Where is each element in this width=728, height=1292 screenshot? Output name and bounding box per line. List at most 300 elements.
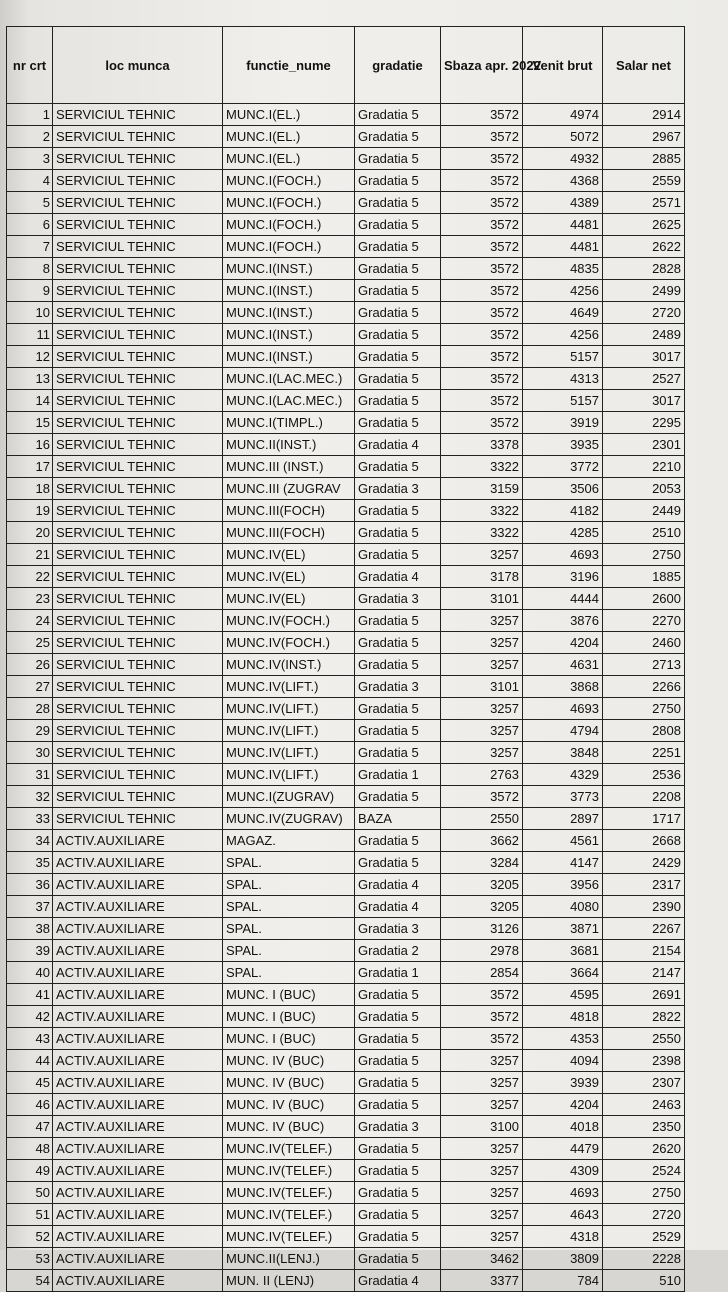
function-name-cell: MUNC.III (INST.)	[223, 456, 355, 478]
gross-income-cell: 5072	[523, 126, 603, 148]
grade-cell: Gradatia 5	[355, 1006, 441, 1028]
base-salary-cell: 3126	[441, 918, 523, 940]
row-number-cell: 27	[7, 676, 53, 698]
function-name-cell: MUNC.I(INST.)	[223, 302, 355, 324]
work-place-cell: SERVICIUL TEHNIC	[53, 456, 223, 478]
net-salary-cell: 2301	[603, 434, 685, 456]
table-row	[7, 1116, 685, 1138]
grade-cell: Gradatia 5	[355, 390, 441, 412]
table-row	[7, 258, 685, 280]
base-salary-cell: 3572	[441, 258, 523, 280]
header-salar-net: Salar net	[603, 27, 685, 104]
grade-cell: Gradatia 5	[355, 632, 441, 654]
base-salary-cell: 3572	[441, 368, 523, 390]
function-name-cell: MUN. II (LENJ)	[223, 1270, 355, 1292]
function-name-cell: MUNC.IV(TELEF.)	[223, 1138, 355, 1160]
net-salary-cell: 2536	[603, 764, 685, 786]
table-row	[7, 368, 685, 390]
row-number-cell: 52	[7, 1226, 53, 1248]
function-name-cell: SPAL.	[223, 896, 355, 918]
table-row	[7, 236, 685, 258]
base-salary-cell: 3257	[441, 654, 523, 676]
grade-cell: Gradatia 5	[355, 1028, 441, 1050]
net-salary-cell: 2267	[603, 918, 685, 940]
grade-cell: Gradatia 5	[355, 324, 441, 346]
gross-income-cell: 4932	[523, 148, 603, 170]
row-number-cell: 47	[7, 1116, 53, 1138]
header-sbaza: Sbaza apr. 2022	[441, 27, 523, 104]
base-salary-cell: 3257	[441, 698, 523, 720]
net-salary-cell: 2449	[603, 500, 685, 522]
table-row	[7, 170, 685, 192]
gross-income-cell: 4256	[523, 324, 603, 346]
base-salary-cell: 3572	[441, 786, 523, 808]
base-salary-cell: 3101	[441, 588, 523, 610]
net-salary-cell: 2720	[603, 302, 685, 324]
gross-income-cell: 4080	[523, 896, 603, 918]
gross-income-cell: 4147	[523, 852, 603, 874]
table-row	[7, 874, 685, 896]
gross-income-cell: 5157	[523, 346, 603, 368]
row-number-cell: 12	[7, 346, 53, 368]
row-number-cell: 23	[7, 588, 53, 610]
work-place-cell: SERVICIUL TEHNIC	[53, 280, 223, 302]
row-number-cell: 29	[7, 720, 53, 742]
work-place-cell: SERVICIUL TEHNIC	[53, 324, 223, 346]
row-number-cell: 40	[7, 962, 53, 984]
row-number-cell: 22	[7, 566, 53, 588]
function-name-cell: MUNC.I(EL.)	[223, 148, 355, 170]
table-row	[7, 1138, 685, 1160]
gross-income-cell: 3871	[523, 918, 603, 940]
table-row	[7, 500, 685, 522]
table-row	[7, 412, 685, 434]
table-row	[7, 192, 685, 214]
row-number-cell: 5	[7, 192, 53, 214]
table-row	[7, 896, 685, 918]
grade-cell: Gradatia 5	[355, 1248, 441, 1270]
base-salary-cell: 3572	[441, 984, 523, 1006]
function-name-cell: MUNC.II(LENJ.)	[223, 1248, 355, 1270]
grade-cell: Gradatia 5	[355, 148, 441, 170]
row-number-cell: 26	[7, 654, 53, 676]
header-row	[7, 27, 685, 104]
row-number-cell: 44	[7, 1050, 53, 1072]
gross-income-cell: 3196	[523, 566, 603, 588]
row-number-cell: 8	[7, 258, 53, 280]
function-name-cell: MUNC.III (ZUGRAV	[223, 478, 355, 500]
table-row	[7, 1006, 685, 1028]
function-name-cell: MUNC.IV(ZUGRAV)	[223, 808, 355, 830]
gross-income-cell: 4479	[523, 1138, 603, 1160]
work-place-cell: ACTIV.AUXILIARE	[53, 1072, 223, 1094]
net-salary-cell: 2524	[603, 1160, 685, 1182]
base-salary-cell: 3572	[441, 280, 523, 302]
gross-income-cell: 4204	[523, 1094, 603, 1116]
function-name-cell: MUNC.IV(LIFT.)	[223, 676, 355, 698]
net-salary-cell: 2527	[603, 368, 685, 390]
base-salary-cell: 3257	[441, 1204, 523, 1226]
header-gradatie: gradatie	[355, 27, 441, 104]
base-salary-cell: 3378	[441, 434, 523, 456]
net-salary-cell: 2317	[603, 874, 685, 896]
row-number-cell: 28	[7, 698, 53, 720]
grade-cell: Gradatia 3	[355, 918, 441, 940]
grade-cell: Gradatia 5	[355, 412, 441, 434]
gross-income-cell: 4481	[523, 214, 603, 236]
function-name-cell: SPAL.	[223, 962, 355, 984]
base-salary-cell: 3662	[441, 830, 523, 852]
grade-cell: Gradatia 5	[355, 104, 441, 126]
row-number-cell: 7	[7, 236, 53, 258]
net-salary-cell: 2914	[603, 104, 685, 126]
table-row	[7, 984, 685, 1006]
function-name-cell: MUNC.I(EL.)	[223, 126, 355, 148]
table-row	[7, 720, 685, 742]
function-name-cell: MUNC.I(LAC.MEC.)	[223, 368, 355, 390]
table-row	[7, 346, 685, 368]
row-number-cell: 9	[7, 280, 53, 302]
grade-cell: Gradatia 5	[355, 654, 441, 676]
net-salary-cell: 2154	[603, 940, 685, 962]
function-name-cell: MUNC. IV (BUC)	[223, 1116, 355, 1138]
base-salary-cell: 3257	[441, 1072, 523, 1094]
function-name-cell: MUNC.II(INST.)	[223, 434, 355, 456]
base-salary-cell: 3257	[441, 544, 523, 566]
function-name-cell: SPAL.	[223, 918, 355, 940]
work-place-cell: ACTIV.AUXILIARE	[53, 1226, 223, 1248]
base-salary-cell: 3178	[441, 566, 523, 588]
function-name-cell: MUNC.I(FOCH.)	[223, 170, 355, 192]
net-salary-cell: 2620	[603, 1138, 685, 1160]
gross-income-cell: 4313	[523, 368, 603, 390]
work-place-cell: SERVICIUL TEHNIC	[53, 302, 223, 324]
table-row	[7, 1160, 685, 1182]
base-salary-cell: 2854	[441, 962, 523, 984]
grade-cell: Gradatia 5	[355, 610, 441, 632]
table-row	[7, 654, 685, 676]
table-row	[7, 1028, 685, 1050]
function-name-cell: MUNC.I(INST.)	[223, 346, 355, 368]
grade-cell: Gradatia 1	[355, 962, 441, 984]
work-place-cell: SERVICIUL TEHNIC	[53, 390, 223, 412]
table-row	[7, 830, 685, 852]
gross-income-cell: 4693	[523, 544, 603, 566]
base-salary-cell: 3205	[441, 874, 523, 896]
work-place-cell: SERVICIUL TEHNIC	[53, 720, 223, 742]
gross-income-cell: 4329	[523, 764, 603, 786]
row-number-cell: 11	[7, 324, 53, 346]
net-salary-cell: 2720	[603, 1204, 685, 1226]
table-row	[7, 940, 685, 962]
net-salary-cell: 2750	[603, 1182, 685, 1204]
net-salary-cell: 2510	[603, 522, 685, 544]
function-name-cell: MUNC.IV(LIFT.)	[223, 720, 355, 742]
grade-cell: Gradatia 4	[355, 896, 441, 918]
net-salary-cell: 2270	[603, 610, 685, 632]
net-salary-cell: 2210	[603, 456, 685, 478]
work-place-cell: ACTIV.AUXILIARE	[53, 852, 223, 874]
base-salary-cell: 3572	[441, 126, 523, 148]
work-place-cell: ACTIV.AUXILIARE	[53, 1138, 223, 1160]
function-name-cell: MUNC. IV (BUC)	[223, 1094, 355, 1116]
base-salary-cell: 3257	[441, 1226, 523, 1248]
work-place-cell: SERVICIUL TEHNIC	[53, 170, 223, 192]
grade-cell: Gradatia 5	[355, 346, 441, 368]
table-row	[7, 126, 685, 148]
table-row	[7, 566, 685, 588]
net-salary-cell: 2828	[603, 258, 685, 280]
work-place-cell: ACTIV.AUXILIARE	[53, 962, 223, 984]
grade-cell: Gradatia 3	[355, 478, 441, 500]
grade-cell: Gradatia 5	[355, 698, 441, 720]
gross-income-cell: 4818	[523, 1006, 603, 1028]
header-nr-crt: nr crt	[7, 27, 53, 104]
function-name-cell: MUNC.I(LAC.MEC.)	[223, 390, 355, 412]
base-salary-cell: 3159	[441, 478, 523, 500]
table-row	[7, 786, 685, 808]
grade-cell: Gradatia 5	[355, 742, 441, 764]
grade-cell: Gradatia 5	[355, 1226, 441, 1248]
gross-income-cell: 3956	[523, 874, 603, 896]
work-place-cell: SERVICIUL TEHNIC	[53, 808, 223, 830]
base-salary-cell: 3572	[441, 324, 523, 346]
grade-cell: Gradatia 5	[355, 984, 441, 1006]
row-number-cell: 3	[7, 148, 53, 170]
net-salary-cell: 2307	[603, 1072, 685, 1094]
table-row	[7, 1182, 685, 1204]
table-body	[7, 104, 685, 1292]
table-row	[7, 434, 685, 456]
work-place-cell: ACTIV.AUXILIARE	[53, 1160, 223, 1182]
table-row	[7, 698, 685, 720]
work-place-cell: ACTIV.AUXILIARE	[53, 830, 223, 852]
base-salary-cell: 3257	[441, 1138, 523, 1160]
gross-income-cell: 4693	[523, 1182, 603, 1204]
base-salary-cell: 3257	[441, 632, 523, 654]
net-salary-cell: 2208	[603, 786, 685, 808]
grade-cell: Gradatia 5	[355, 236, 441, 258]
row-number-cell: 15	[7, 412, 53, 434]
work-place-cell: SERVICIUL TEHNIC	[53, 610, 223, 632]
base-salary-cell: 3572	[441, 236, 523, 258]
row-number-cell: 4	[7, 170, 53, 192]
gross-income-cell: 4204	[523, 632, 603, 654]
work-place-cell: SERVICIUL TEHNIC	[53, 434, 223, 456]
grade-cell: Gradatia 2	[355, 940, 441, 962]
row-number-cell: 10	[7, 302, 53, 324]
gross-income-cell: 4794	[523, 720, 603, 742]
table-row	[7, 478, 685, 500]
work-place-cell: SERVICIUL TEHNIC	[53, 764, 223, 786]
row-number-cell: 13	[7, 368, 53, 390]
function-name-cell: MUNC. IV (BUC)	[223, 1072, 355, 1094]
net-salary-cell: 2529	[603, 1226, 685, 1248]
function-name-cell: MUNC.I(TIMPL.)	[223, 412, 355, 434]
grade-cell: Gradatia 5	[355, 302, 441, 324]
gross-income-cell: 2897	[523, 808, 603, 830]
row-number-cell: 6	[7, 214, 53, 236]
base-salary-cell: 3257	[441, 1050, 523, 1072]
net-salary-cell: 2750	[603, 698, 685, 720]
base-salary-cell: 3257	[441, 720, 523, 742]
work-place-cell: ACTIV.AUXILIARE	[53, 1050, 223, 1072]
base-salary-cell: 3572	[441, 390, 523, 412]
grade-cell: Gradatia 5	[355, 258, 441, 280]
grade-cell: Gradatia 5	[355, 214, 441, 236]
work-place-cell: SERVICIUL TEHNIC	[53, 632, 223, 654]
function-name-cell: MUNC.IV(EL)	[223, 566, 355, 588]
row-number-cell: 19	[7, 500, 53, 522]
work-place-cell: ACTIV.AUXILIARE	[53, 1270, 223, 1292]
grade-cell: Gradatia 5	[355, 1182, 441, 1204]
net-salary-cell: 2967	[603, 126, 685, 148]
row-number-cell: 35	[7, 852, 53, 874]
net-salary-cell: 2713	[603, 654, 685, 676]
work-place-cell: SERVICIUL TEHNIC	[53, 566, 223, 588]
work-place-cell: SERVICIUL TEHNIC	[53, 522, 223, 544]
net-salary-cell: 1885	[603, 566, 685, 588]
base-salary-cell: 3322	[441, 500, 523, 522]
gross-income-cell: 3868	[523, 676, 603, 698]
table-row	[7, 1094, 685, 1116]
table-row	[7, 610, 685, 632]
function-name-cell: MUNC. I (BUC)	[223, 1028, 355, 1050]
function-name-cell: MUNC.IV(INST.)	[223, 654, 355, 676]
row-number-cell: 1	[7, 104, 53, 126]
gross-income-cell: 4182	[523, 500, 603, 522]
function-name-cell: MUNC. I (BUC)	[223, 1006, 355, 1028]
gross-income-cell: 4368	[523, 170, 603, 192]
work-place-cell: ACTIV.AUXILIARE	[53, 1248, 223, 1270]
grade-cell: Gradatia 3	[355, 588, 441, 610]
table-row	[7, 676, 685, 698]
base-salary-cell: 3257	[441, 742, 523, 764]
gross-income-cell: 3876	[523, 610, 603, 632]
grade-cell: Gradatia 5	[355, 786, 441, 808]
function-name-cell: MUNC.IV(TELEF.)	[223, 1160, 355, 1182]
function-name-cell: MUNC.IV(TELEF.)	[223, 1204, 355, 1226]
net-salary-cell: 2571	[603, 192, 685, 214]
base-salary-cell: 2550	[441, 808, 523, 830]
function-name-cell: MUNC.I(FOCH.)	[223, 236, 355, 258]
gross-income-cell: 4353	[523, 1028, 603, 1050]
function-name-cell: MAGAZ.	[223, 830, 355, 852]
row-number-cell: 34	[7, 830, 53, 852]
row-number-cell: 43	[7, 1028, 53, 1050]
function-name-cell: MUNC.I(ZUGRAV)	[223, 786, 355, 808]
net-salary-cell: 2668	[603, 830, 685, 852]
function-name-cell: MUNC.IV(EL)	[223, 544, 355, 566]
gross-income-cell: 4018	[523, 1116, 603, 1138]
net-salary-cell: 2228	[603, 1248, 685, 1270]
table-row	[7, 214, 685, 236]
row-number-cell: 18	[7, 478, 53, 500]
row-number-cell: 31	[7, 764, 53, 786]
function-name-cell: SPAL.	[223, 940, 355, 962]
function-name-cell: SPAL.	[223, 874, 355, 896]
work-place-cell: ACTIV.AUXILIARE	[53, 1116, 223, 1138]
table-row	[7, 544, 685, 566]
gross-income-cell: 4256	[523, 280, 603, 302]
row-number-cell: 39	[7, 940, 53, 962]
row-number-cell: 37	[7, 896, 53, 918]
gross-income-cell: 5157	[523, 390, 603, 412]
table-row	[7, 148, 685, 170]
row-number-cell: 24	[7, 610, 53, 632]
gross-income-cell: 3681	[523, 940, 603, 962]
table-row	[7, 1270, 685, 1292]
gross-income-cell: 4693	[523, 698, 603, 720]
function-name-cell: MUNC.III(FOCH)	[223, 522, 355, 544]
table-row	[7, 742, 685, 764]
work-place-cell: SERVICIUL TEHNIC	[53, 588, 223, 610]
function-name-cell: MUNC.III(FOCH)	[223, 500, 355, 522]
base-salary-cell: 3572	[441, 346, 523, 368]
grade-cell: Gradatia 5	[355, 1050, 441, 1072]
row-number-cell: 41	[7, 984, 53, 1006]
net-salary-cell: 2550	[603, 1028, 685, 1050]
base-salary-cell: 3572	[441, 1006, 523, 1028]
function-name-cell: MUNC.I(FOCH.)	[223, 192, 355, 214]
gross-income-cell: 4595	[523, 984, 603, 1006]
net-salary-cell: 2808	[603, 720, 685, 742]
base-salary-cell: 3257	[441, 1094, 523, 1116]
row-number-cell: 36	[7, 874, 53, 896]
base-salary-cell: 3377	[441, 1270, 523, 1292]
work-place-cell: SERVICIUL TEHNIC	[53, 654, 223, 676]
row-number-cell: 2	[7, 126, 53, 148]
grade-cell: Gradatia 1	[355, 764, 441, 786]
function-name-cell: MUNC.IV(LIFT.)	[223, 698, 355, 720]
base-salary-cell: 3462	[441, 1248, 523, 1270]
function-name-cell: MUNC. IV (BUC)	[223, 1050, 355, 1072]
grade-cell: Gradatia 5	[355, 126, 441, 148]
table-row	[7, 918, 685, 940]
table-row	[7, 522, 685, 544]
function-name-cell: MUNC.IV(TELEF.)	[223, 1226, 355, 1248]
work-place-cell: SERVICIUL TEHNIC	[53, 192, 223, 214]
function-name-cell: MUNC.IV(LIFT.)	[223, 764, 355, 786]
base-salary-cell: 3572	[441, 412, 523, 434]
grade-cell: BAZA	[355, 808, 441, 830]
work-place-cell: SERVICIUL TEHNIC	[53, 346, 223, 368]
net-salary-cell: 2885	[603, 148, 685, 170]
net-salary-cell: 2822	[603, 1006, 685, 1028]
work-place-cell: ACTIV.AUXILIARE	[53, 1204, 223, 1226]
function-name-cell: MUNC.IV(EL)	[223, 588, 355, 610]
gross-income-cell: 4974	[523, 104, 603, 126]
gross-income-cell: 4835	[523, 258, 603, 280]
work-place-cell: SERVICIUL TEHNIC	[53, 698, 223, 720]
gross-income-cell: 4561	[523, 830, 603, 852]
row-number-cell: 48	[7, 1138, 53, 1160]
work-place-cell: SERVICIUL TEHNIC	[53, 148, 223, 170]
grade-cell: Gradatia 4	[355, 566, 441, 588]
gross-income-cell: 4318	[523, 1226, 603, 1248]
row-number-cell: 50	[7, 1182, 53, 1204]
function-name-cell: MUNC. I (BUC)	[223, 984, 355, 1006]
net-salary-cell: 2489	[603, 324, 685, 346]
table-row	[7, 1072, 685, 1094]
grade-cell: Gradatia 5	[355, 522, 441, 544]
gross-income-cell: 4631	[523, 654, 603, 676]
row-number-cell: 25	[7, 632, 53, 654]
base-salary-cell: 3205	[441, 896, 523, 918]
row-number-cell: 20	[7, 522, 53, 544]
gross-income-cell: 4285	[523, 522, 603, 544]
grade-cell: Gradatia 4	[355, 874, 441, 896]
